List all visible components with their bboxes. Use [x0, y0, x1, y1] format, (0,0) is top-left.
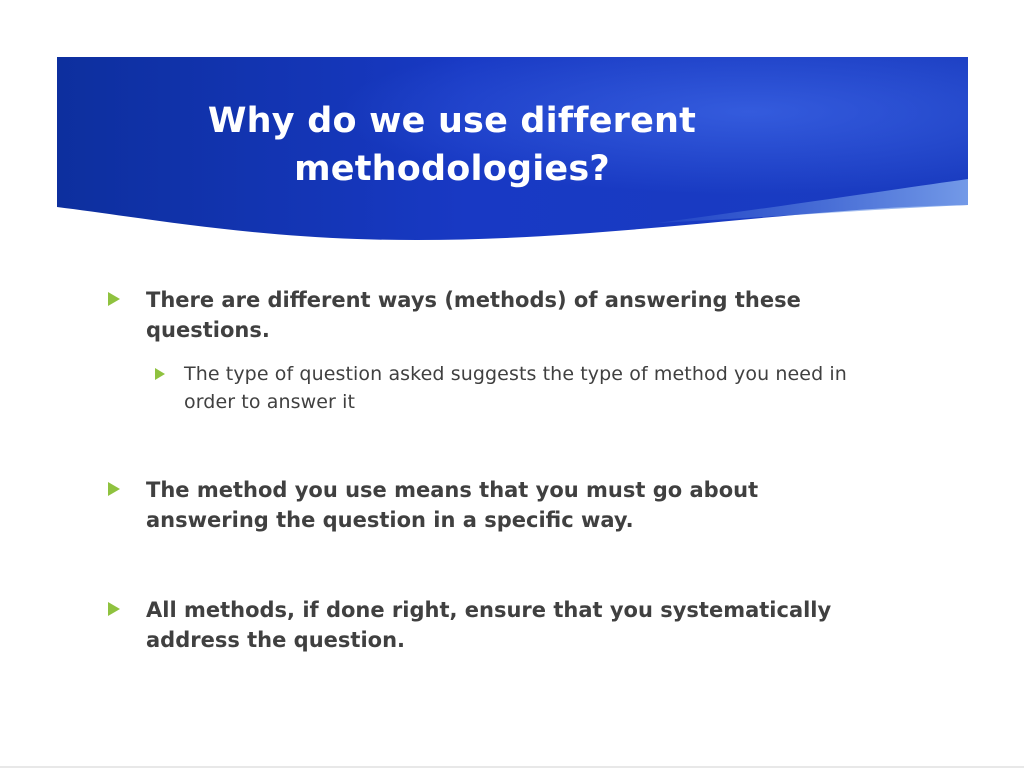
triangle-right-icon — [155, 368, 165, 380]
bullet-text: The method you use means that you must go about answering the question in a specific way. — [146, 478, 759, 532]
triangle-right-icon — [108, 292, 120, 306]
triangle-right-icon — [108, 482, 120, 496]
triangle-right-icon — [108, 602, 120, 616]
sub-bullet-text: The type of question asked suggests the type of method you need in order to answer it — [184, 363, 847, 413]
bullet-text: There are different ways (methods) of answering these questions. — [146, 288, 801, 342]
bullet-text: All methods, if done right, ensure that you systematically address the question. — [146, 598, 832, 652]
slide-title: Why do we use different methodologies? — [207, 101, 697, 189]
